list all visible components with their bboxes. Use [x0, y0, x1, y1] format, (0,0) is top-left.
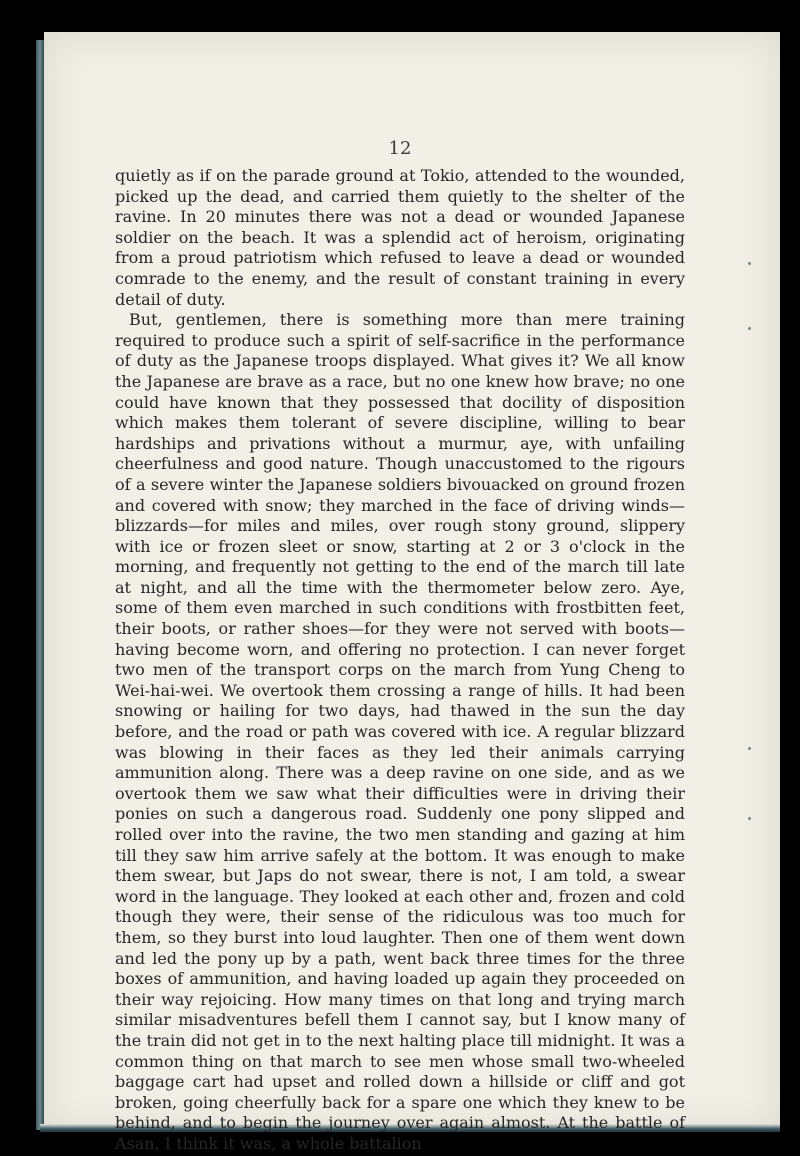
paragraph-2: But, gentlemen, there is something more than mere training required to produce such a spirit of self-sacrifice in the performance of duty as the Japanese troops displayed. What gives it? We all know the Japanese are brave as a race, but no one knew how brave; no one could have known that they possessed that docility of disposition which makes them tolerant of severe discipline, willing to bear hardships and privations without a murmur, aye, with unfailing cheerfulness and good nature. Though unaccustomed to the rigours of a severe winter the Japanese soldiers bivouacked on ground frozen and covered with snow; they marched in the face of driving winds—blizzards—for miles and miles, over rough stony ground, slippery with ice or frozen sleet or snow, starting at 2 or 3 o'clock in the morning, and frequently not getting to the end of the march till late at night, and all the time with the thermometer below zero. Aye, some of them even marched in such conditions with frostbitten feet, their boots, or rather shoes—for they were not served with boots—having become worn, and offering no protection. I can never forget two men of the transport corps on the march from Yung Cheng to Wei-hai-wei. We overtook them crossing a range of hills. It had been snowing or hailing for two days, had thawed in the sun the day before, and the road or path was covered with ice. A regular blizzard was blowing in their faces as they led their animals carrying ammunition along. There was a deep ravine on one side, and as we overtook them we saw what their difficulties were in driving their ponies on such a dangerous road. Suddenly one pony slipped and rolled over into the ravine, the two men standing and gazing at him till they saw him arrive safely at the bottom. It was enough to make them swear, but Japs do not swear, there is not, I am told, a swear word in the language. They looked at each other and, frozen and cold though they were, their sense of the ridiculous was too much for them, so they burst into loud laughter. Then one of them went down and led the pony up by a path, went back three times for the three boxes of ammunition, and having loaded up again they proceeded on their way rejoicing. How many times on that long and trying march similar misadventures befell them I cannot say, but I know many of the train did not get in to the next halting place till midnight. It was a common thing on that march to see men whose small two-wheeled baggage cart had upset and rolled down a hillside or cliff and got broken, going cheerfully back for a spare one which they knew to be behind, and to begin the journey over again almost. At the battle of Asan, I think it was, a whole battalion	[115, 310, 685, 1153]
page-body-text	[115, 166, 685, 1155]
margin-speck	[748, 327, 751, 330]
book-cover-edge	[36, 40, 44, 1130]
margin-speck	[748, 747, 751, 750]
margin-speck	[748, 262, 751, 265]
margin-speck	[748, 817, 751, 820]
page-number: 12	[388, 138, 412, 159]
paragraph-1: quietly as if on the parade ground at Tokio, attended to the wounded, picked up the dead, and carried them quietly to the shelter of the ravine. In 20 minutes there was not a dead or wounded Japanese soldier on the beach. It was a splendid act of heroism, originating from a proud patriotism which refused to leave a dead or wounded comrade to the enemy, and the result of constant training in every detail of duty.	[115, 166, 685, 309]
